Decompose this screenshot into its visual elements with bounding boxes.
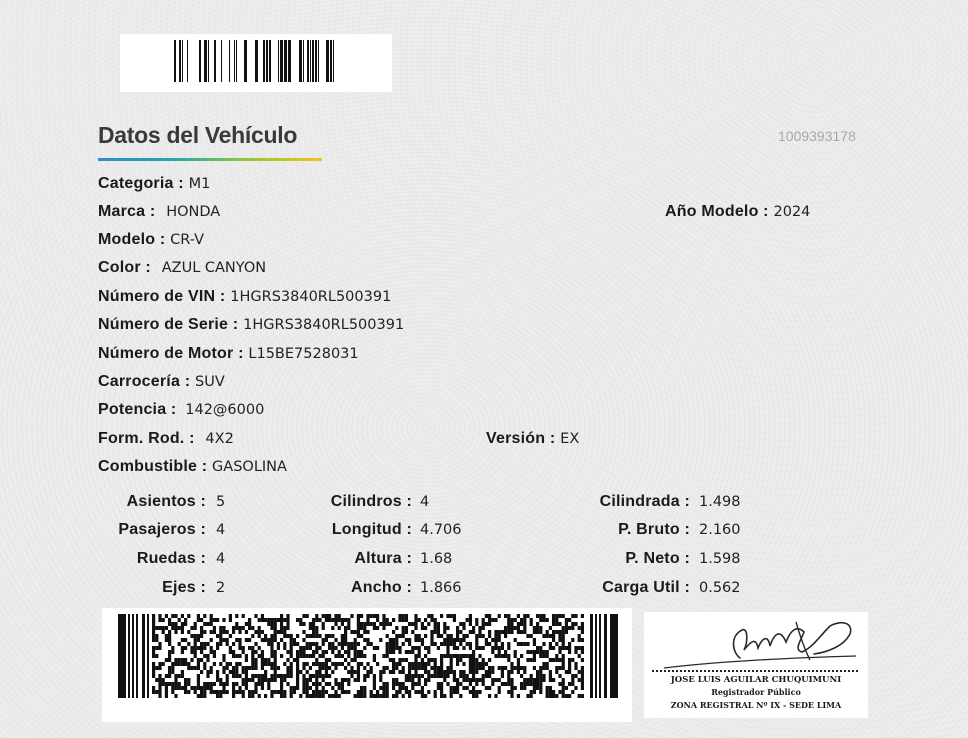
- field-value: 1HGRS3840RL500391: [230, 289, 392, 305]
- field-label: Año Modelo :: [665, 203, 769, 220]
- spec-label-ejes: Ejes :: [162, 579, 206, 596]
- field-categoria: [98, 174, 210, 193]
- spec-label-cilindros: Cilindros :: [330, 493, 412, 510]
- field-label: Categoria :: [98, 175, 184, 192]
- field-value: HONDA: [166, 204, 221, 220]
- spec-value-cilindrada: 1.498: [699, 494, 741, 510]
- field-value: L15BE7528031: [248, 346, 359, 362]
- field-value: EX: [560, 431, 580, 447]
- field-form-rod: [98, 429, 234, 448]
- field-carroceria: [98, 372, 225, 391]
- spec-value-pasajeros: 4: [216, 522, 226, 538]
- spec-label-asientos: Asientos :: [126, 493, 206, 510]
- spec-value-p-bruto: 2.160: [699, 522, 741, 538]
- spec-label-carga-util: Carga Util :: [602, 579, 690, 596]
- field-value: AZUL CANYON: [161, 260, 267, 276]
- field-combustible: [98, 457, 287, 476]
- registry-zone: ZONA REGISTRAL Nº IX - SEDE LIMA: [670, 700, 842, 710]
- field-label: Potencia :: [98, 401, 177, 418]
- title-underline: [98, 158, 322, 161]
- field-version: [486, 429, 579, 448]
- field-value: M1: [188, 176, 211, 192]
- spec-label-p-bruto: P. Bruto :: [618, 521, 690, 538]
- handwritten-signature-icon: [644, 612, 868, 672]
- field-label: Form. Rod. :: [98, 430, 195, 447]
- spec-label-pasajeros: Pasajeros :: [118, 521, 206, 538]
- field-label: Combustible :: [98, 458, 208, 475]
- spec-label-longitud: Longitud :: [331, 521, 412, 538]
- field-value: 142@6000: [185, 402, 265, 418]
- spec-value-ruedas: 4: [216, 551, 226, 567]
- field-label: Número de Serie :: [98, 316, 239, 333]
- spec-label-p-neto: P. Neto :: [625, 550, 690, 567]
- field-value: CR-V: [170, 232, 205, 248]
- field-serie: [98, 315, 404, 334]
- field-motor: [98, 344, 359, 363]
- field-value: SUV: [195, 374, 225, 390]
- field-value: 4X2: [205, 431, 234, 447]
- field-value: 2024: [773, 204, 811, 220]
- field-label: Modelo :: [98, 231, 166, 248]
- field-label: Número de Motor :: [98, 345, 244, 362]
- pdf417-icon: [118, 614, 618, 698]
- top-barcode: [120, 34, 392, 92]
- signature-block: [644, 612, 868, 718]
- spec-value-ancho: 1.866: [420, 580, 462, 596]
- field-potencia: [98, 400, 264, 419]
- signatory-name: JOSE LUIS AGUILAR CHUQUIMUNI: [670, 675, 842, 685]
- field-color: [98, 258, 266, 277]
- section-title: Datos del Vehículo: [98, 122, 298, 148]
- field-value: GASOLINA: [212, 459, 287, 475]
- field-label: Marca :: [98, 203, 156, 220]
- signature-line: [652, 670, 858, 672]
- spec-label-cilindrada: Cilindrada :: [599, 493, 690, 510]
- field-marca: [98, 202, 220, 221]
- field-label: Versión :: [486, 430, 556, 447]
- field-anio-modelo: [665, 202, 810, 221]
- field-label: Número de VIN :: [98, 288, 226, 305]
- spec-value-asientos: 5: [216, 494, 226, 510]
- spec-label-altura: Altura :: [354, 550, 412, 567]
- spec-value-carga-util: 0.562: [699, 580, 741, 596]
- field-label: Color :: [98, 259, 151, 276]
- field-label: Carrocería :: [98, 373, 191, 390]
- spec-value-altura: 1.68: [420, 551, 453, 567]
- document-number: 1009393178: [778, 128, 856, 144]
- spec-label-ancho: Ancho :: [351, 579, 412, 596]
- barcode-icon: [174, 40, 338, 82]
- field-modelo: [98, 230, 204, 249]
- pdf417-barcode: [102, 608, 632, 722]
- spec-label-ruedas: Ruedas :: [136, 550, 206, 567]
- spec-value-longitud: 4.706: [420, 522, 462, 538]
- field-vin: [98, 287, 391, 306]
- spec-value-ejes: 2: [216, 580, 226, 596]
- signatory-role: Registrador Público: [711, 687, 801, 697]
- spec-value-cilindros: 4: [420, 494, 430, 510]
- spec-value-p-neto: 1.598: [699, 551, 741, 567]
- field-value: 1HGRS3840RL500391: [243, 317, 405, 333]
